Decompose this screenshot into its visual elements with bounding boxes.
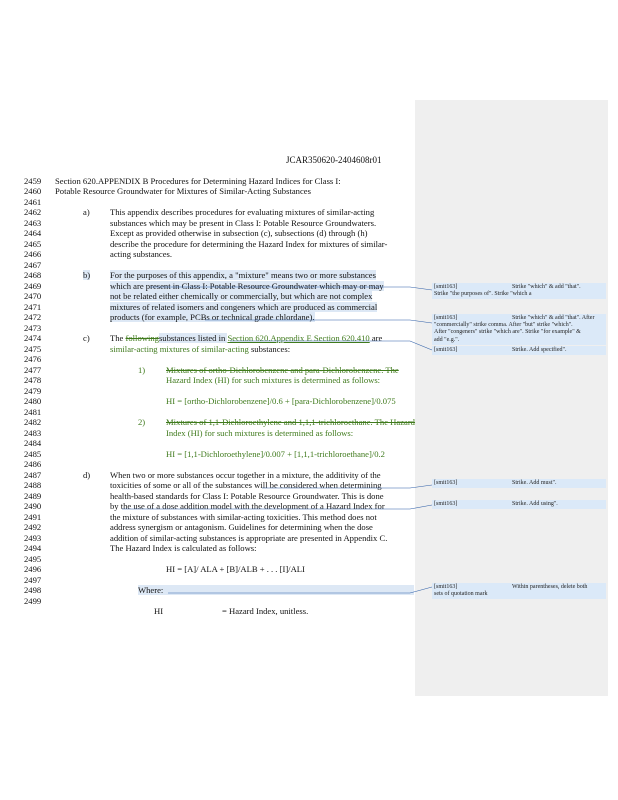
markup-pane [415,100,608,696]
line-number: 2497 [24,575,42,585]
comment-balloon[interactable] [432,583,606,599]
deleted-text[interactable]: following [125,333,159,343]
para-c-post: are [369,333,383,343]
para-d-label: d) [83,470,91,480]
comment-text: Strike. Add must". [512,480,557,486]
para-d-text: health-based standards for Class I: Potable Resource Groundwater. This is done [110,491,384,501]
line-number: 2489 [24,491,42,501]
comment-text: Within parentheses, delete both [512,584,588,590]
comment-balloon[interactable] [432,500,606,509]
line-number: 2478 [24,375,42,385]
item-2-text[interactable]: Index (HI) for such mixtures is determined as follows: [166,428,354,438]
comment-text: sets of quotation mark [434,591,488,598]
comment-text: Strike. Add using". [512,501,558,507]
line-number: 2472 [24,312,42,322]
line-number: 2496 [24,564,42,574]
comment-author: [smit163] [434,480,458,486]
line-number: 2470 [24,291,42,301]
para-b-text[interactable]: products (for example, PCBs or technical grade chlordane). [110,312,315,322]
item-1-label: 1) [138,365,146,375]
line-number: 2499 [24,596,42,606]
para-d-text: The Hazard Index is calculated as follows: [110,543,257,553]
line-number: 2464 [24,228,42,238]
line-number: 2488 [24,480,42,490]
document-id: JCAR350620-2404608r01 [286,155,382,165]
line-number: 2466 [24,249,42,259]
line-number: 2475 [24,344,42,354]
para-b-text[interactable]: not be related either chemically or commercially, but which are not complex [110,291,373,301]
item-2-label: 2) [138,417,146,427]
para-b-text[interactable]: mixtures of related isomers and congeners which are produced as commercial [110,302,378,312]
comment-text: add "e.g.". [434,336,460,343]
where-label[interactable]: Where: [138,585,414,595]
line-number: 2485 [24,449,42,459]
comment-balloon[interactable] [432,346,606,355]
line-number: 2462 [24,207,42,217]
para-a-text: This appendix describes procedures for evaluating mixtures of similar-acting [110,207,375,217]
line-number: 2491 [24,512,42,522]
line-number: 2474 [24,333,42,343]
item-1-text[interactable]: Hazard Index (HI) for such mixtures is determined as follows: [166,375,381,385]
para-c-line2-post: substances: [248,344,291,354]
para-a-text: acting substances. [110,249,173,259]
line-number: 2482 [24,417,42,427]
line-number: 2493 [24,533,42,543]
para-d-text: addition of similar-acting substances is appropriate are presented in Appendix C. [110,533,388,543]
line-number: 2467 [24,260,42,270]
comment-text: Strike "which" & add "that". After [512,315,595,321]
definition-text: = Hazard Index, unitless. [222,606,309,616]
comment-author: [smit163] [434,501,458,507]
inserted-text[interactable]: Section 620.Appendix E Section 620.410 [227,333,370,343]
line-number: 2484 [24,438,42,448]
line-number: 2498 [24,585,42,595]
line-number: 2486 [24,459,42,469]
comment-author: [smit163] [434,284,458,290]
comment-author: [smit163] [434,347,458,353]
item-2-text[interactable]: Mixtures of 1,1-Dichloroethylene and 1,1,1-trichloroethane. The Hazard [166,417,415,427]
para-b-label: b) [83,270,91,280]
comment-text: Strike "the purposes of". Strike "which a [434,291,532,298]
para-a-label: a) [83,207,90,217]
line-number: 2495 [24,554,42,564]
comment-text: After "congeners" strike "which are". Strike "for example" & [434,329,581,336]
comment-text: Strike "which" & add "that". [512,284,581,290]
line-number: 2476 [24,354,42,364]
para-a-text: substances which may be present in Class I: Potable Resource Groundwaters. [110,218,377,228]
line-number: 2481 [24,407,42,417]
para-c-line1 [110,333,382,343]
line-number: 2490 [24,501,42,511]
para-b-text[interactable]: For the purposes of this appendix, a "mixture" means two or more substances [110,270,376,280]
line-number: 2473 [24,323,42,333]
definition-term: HI [154,606,164,616]
line-number: 2487 [24,470,42,480]
item-1-formula[interactable]: HI = [ortho-Dichlorobenzene]/0.6 + [para-Dichlorobenzene]/0.075 [166,396,396,406]
line-number: 2459 [24,176,42,186]
para-c-mid[interactable]: substances listed in [158,333,228,343]
line-number: 2469 [24,281,42,291]
line-number: 2483 [24,428,42,438]
comment-balloon[interactable] [432,479,606,488]
para-c-line2 [110,344,290,354]
comment-balloon[interactable] [432,283,606,299]
para-d-text: toxicities of some or all of the substances will be considered when determining [110,480,382,490]
item-2-formula[interactable]: HI = [1,1-Dichloroethylene]/0.007 + [1,1,1-trichloroethane]/0.2 [166,449,385,459]
inserted-text[interactable]: similar-acting mixtures of similar-acting [110,344,249,354]
para-a-text: Except as provided otherwise in subsection (c), subsections (d) through (h) [110,228,368,238]
line-number: 2468 [24,270,42,280]
comment-author: [smit163] [434,315,458,321]
line-number: 2460 [24,186,42,196]
comment-text: Strike. Add specified". [512,347,567,353]
item-1-text[interactable]: Mixtures of ortho-Dichlorobenzene and para-Dichlorobenzene. The [166,365,399,375]
comment-author: [smit163] [434,584,458,590]
para-d-text: the mixture of substances with similar-acting toxicities. This method does not [110,512,377,522]
hazard-index-formula: HI = [A]/ ALA + [B]/ALB + . . . [I]/ALI [166,564,305,574]
para-c-label: c) [83,333,90,343]
comment-balloon[interactable] [432,314,606,345]
line-number: 2480 [24,396,42,406]
para-d-text: by the use of a dose addition model with the development of a Hazard Index for [110,501,385,511]
section-heading: Section 620.APPENDIX B Procedures for Determining Hazard Indices for Class I: [55,176,341,186]
section-heading-cont: Potable Resource Groundwater for Mixtures of Similar-Acting Substances [55,186,311,196]
para-d-text: When two or more substances occur together in a mixture, the additivity of the [110,470,381,480]
line-number: 2494 [24,543,42,553]
para-d-text: address synergism or antagonism. Guidelines for determining when the dose [110,522,373,532]
para-b-text[interactable]: which are present in Class I: Potable Resource Groundwater which may or may [110,281,384,291]
line-number: 2461 [24,197,42,207]
para-a-text: describe the procedure for determining the Hazard Index for mixtures of similar- [110,239,388,249]
line-number: 2465 [24,239,42,249]
line-number: 2471 [24,302,42,312]
line-number: 2463 [24,218,42,228]
line-number: 2492 [24,522,42,532]
line-number: 2479 [24,386,42,396]
comment-text: "commercially" strike comma. After "but" strike "which". [434,322,573,329]
para-c-pre: The [110,333,126,343]
line-number: 2477 [24,365,42,375]
